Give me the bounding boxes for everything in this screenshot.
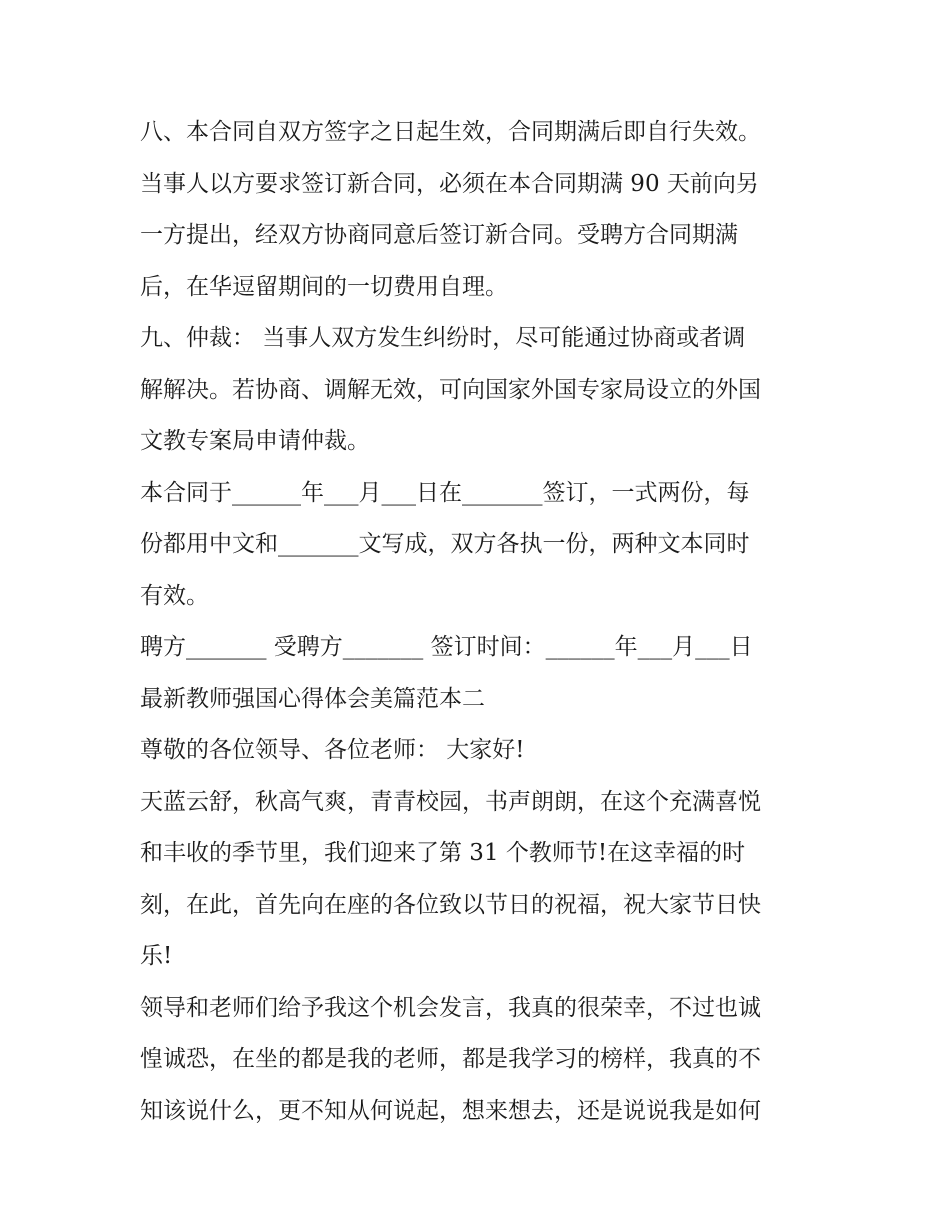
text-line: 有效。	[140, 582, 209, 609]
salutation-line: 尊敬的各位领导、各位老师： 大家好!	[140, 737, 525, 763]
text-line: 本合同于______年___月___日在_______签订，一式两份，每	[140, 479, 750, 506]
text-line: 乐!	[140, 943, 173, 969]
signature-line: 聘方_______ 受聘方_______ 签订时间：______年___月___日	[140, 634, 753, 660]
text-line: 惶诚恐，在坐的都是我的老师，都是我学习的榜样，我真的不	[140, 1046, 761, 1072]
text-line: 份都用中文和_______文写成，双方各执一份，两种文本同时	[140, 531, 750, 557]
text-line: 当事人以方要求签订新合同，必须在本合同期满 90 天前向另	[140, 170, 759, 197]
text-line: 一方提出，经双方协商同意后签订新合同。受聘方合同期满	[140, 222, 738, 248]
text-line: 解解决。若协商、调解无效，可向国家外国专家局设立的外国	[140, 376, 761, 403]
document-body	[140, 107, 830, 1137]
text-line: 知该说什么，更不知从何说起，想来想去，还是说说我是如何	[140, 1097, 761, 1124]
text-line: 后，在华逗留期间的一切费用自理。	[140, 273, 508, 300]
text-line: 领导和老师们给予我这个机会发言，我真的很荣幸，不过也诚	[140, 994, 761, 1021]
text-line: 文教专案局申请仲裁。	[140, 428, 370, 454]
text-line: 和丰收的季节里，我们迎来了第 31 个教师节!在这幸福的时	[140, 840, 746, 866]
text-line: 天蓝云舒，秋高气爽，青青校园，书声朗朗，在这个充满喜悦	[140, 788, 761, 815]
text-line: 八、本合同自双方签字之日起生效，合同期满后即自行失效。	[140, 119, 761, 145]
text-line: 刻，在此，首先向在座的各位致以节日的祝福，祝大家节日快	[140, 891, 761, 918]
text-line: 九、仲裁： 当事人双方发生纠纷时，尽可能通过协商或者调	[140, 325, 746, 351]
section-heading: 最新教师强国心得体会美篇范本二	[140, 685, 485, 712]
